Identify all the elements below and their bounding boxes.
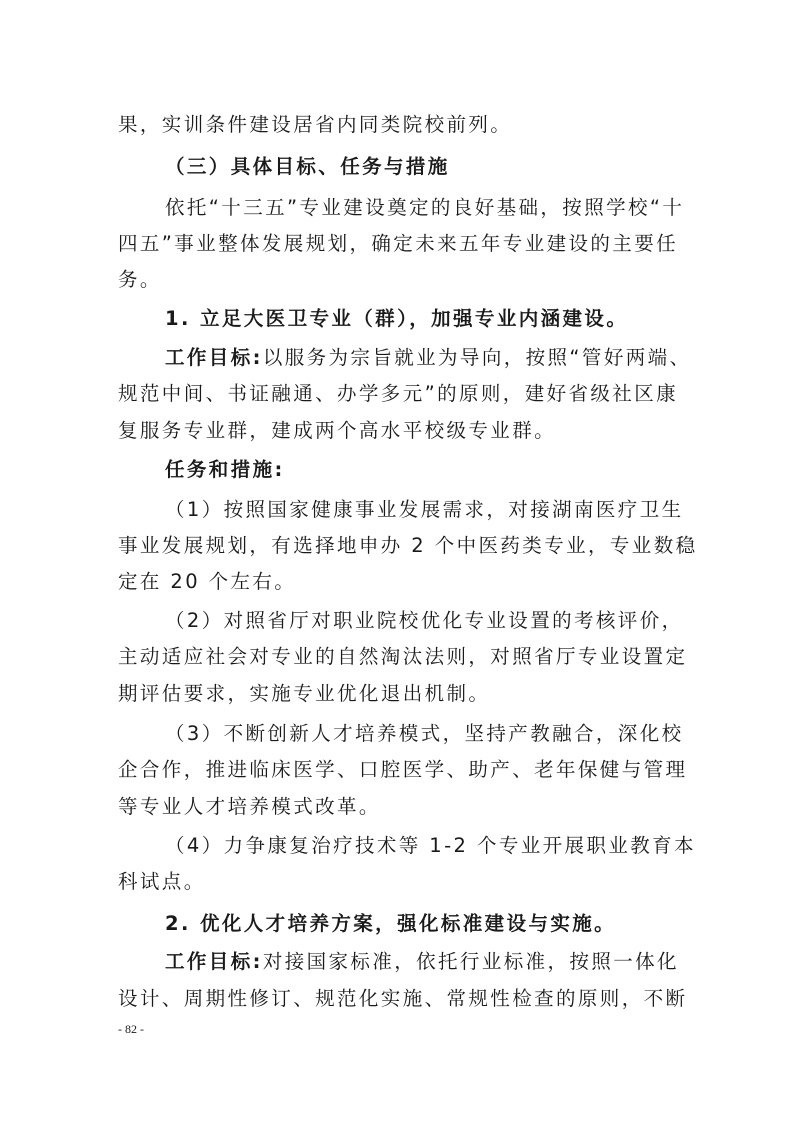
paragraph-line: 设计、周期性修订、规范化实施、常规性检查的原则，不断 xyxy=(118,987,688,1010)
section-heading: （三）具体目标、任务与措施 xyxy=(165,155,450,178)
work-goal-label: 工作目标: xyxy=(165,950,263,973)
subsection-heading: 1. 立足大医卫专业（群），加强专业内涵建设。 xyxy=(165,307,629,330)
tasks-heading: 任务和措施: xyxy=(165,458,285,481)
paragraph-line xyxy=(165,346,691,370)
paragraph-line: 定在 20 个左右。 xyxy=(118,570,297,593)
paragraph-line: 果，实训条件建设居省内同类院校前列。 xyxy=(118,113,513,136)
page-number: - 82 - xyxy=(118,1022,144,1036)
paragraph-line: （2）对照省厅对职业院校优化专业设置的考核评价， xyxy=(165,609,684,632)
paragraph-line: （1）按照国家健康事业发展需求，对接湖南医疗卫生 xyxy=(165,498,684,521)
paragraph-line: 期评估要求，实施专业优化退出机制。 xyxy=(118,682,491,705)
paragraph-text: 以服务为宗旨就业为导向，按照“管好两端、 xyxy=(262,346,692,369)
paragraph-line: 事业发展规划，有选择地申办 2 个中医药类专业，专业数稳 xyxy=(118,534,698,557)
paragraph-line: （4）力争康复治疗技术等 1-2 个专业开展职业教育本 xyxy=(165,834,696,857)
paragraph-line xyxy=(165,950,679,974)
paragraph-line: 等专业人才培养模式改革。 xyxy=(118,795,381,818)
paragraph-line: 四五”事业整体发展规划，确定未来五年专业建设的主要任 xyxy=(118,232,679,255)
paragraph-line: 复服务专业群，建成两个高水平校级专业群。 xyxy=(118,419,557,442)
paragraph-line: 企合作，推进临床医学、口腔医学、助产、老年保健与管理 xyxy=(118,758,688,781)
paragraph-text: 对接国家标准，依托行业标准，按照一体化 xyxy=(262,950,679,973)
paragraph-line: 依托“十三五”专业建设奠定的良好基础，按照学校“十 xyxy=(165,196,685,219)
subsection-heading: 2. 优化人才培养方案，强化标准建设与实施。 xyxy=(165,912,617,935)
work-goal-label: 工作目标: xyxy=(165,346,263,369)
paragraph-line: （3）不断创新人才培养模式，坚持产教融合，深化校 xyxy=(165,722,684,745)
paragraph-line: 务。 xyxy=(118,268,162,291)
paragraph-line: 科试点。 xyxy=(118,870,206,893)
paragraph-line: 主动适应社会对专业的自然淘汰法则，对照省厅专业设置定 xyxy=(118,645,688,668)
paragraph-line: 规范中间、书证融通、办学多元”的原则，建好省级社区康 xyxy=(118,382,679,405)
